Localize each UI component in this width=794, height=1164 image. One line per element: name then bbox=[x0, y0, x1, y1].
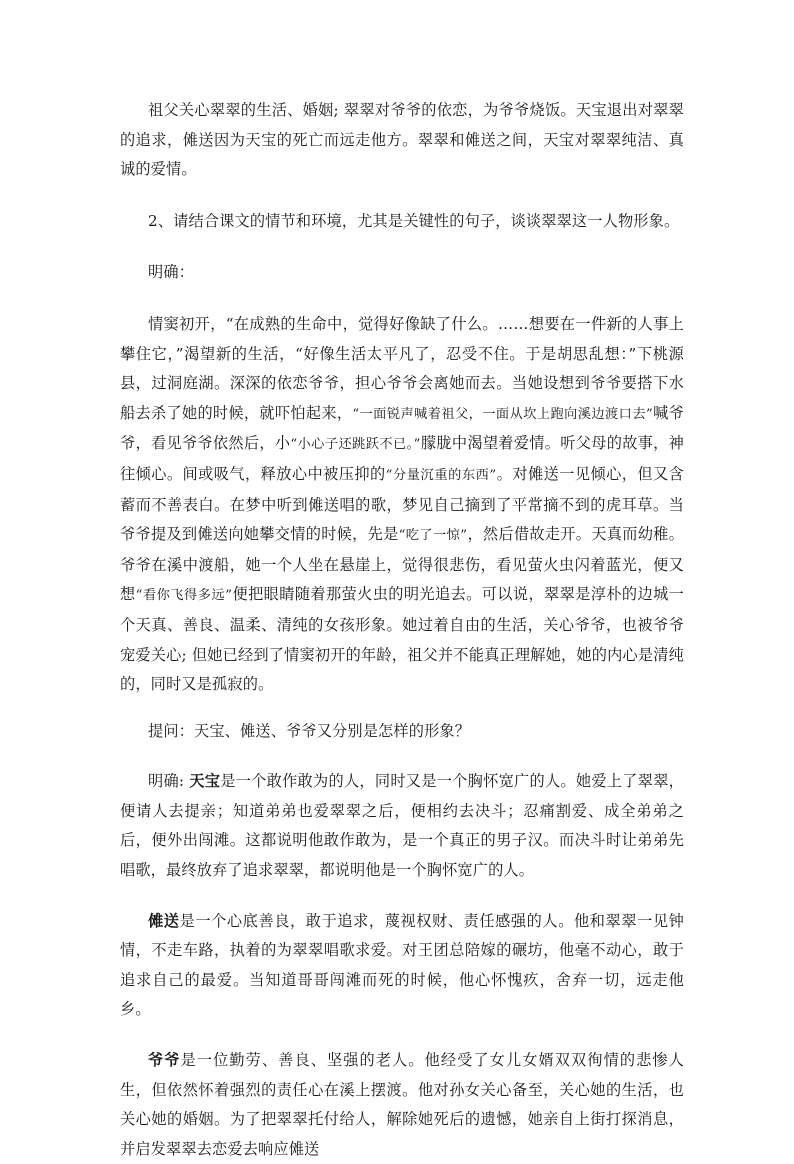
question-2: 2、请结合课文的情节和环境，尤其是关键性的句子，谈谈翠翠这一人物形象。 bbox=[148, 211, 680, 230]
text-segment: 便把眼睛随着那萤火虫的明光追去。可以说，翠翠是淳朴的边城一个天真、善良、温柔、清纯的女孩形象。她过着自由的生活，关心爷爷，也被爷爷宠爱关心; 但她已经到了情窦初开的年龄，祖父并不能真正理解她，她的内心是清纯的，同时又是孤寂的。 bbox=[120, 585, 684, 694]
text-segment: 喊爷爷，看见爷爷依然后，小 bbox=[120, 403, 684, 453]
document-page bbox=[120, 96, 684, 1164]
quotation: “看你飞得多远” bbox=[135, 588, 233, 604]
character-description: 是一个敢作敢为的人，同时又是一个胸怀宽广的人。她爱上了翠翠，便请人去提亲；知道弟弟也爱翠翠之后，便相约去决斗；忍痛割爱、成全弟弟之后，便外出闯滩。这都说明他敢作敢为，是一个真正的男子汉。而决斗时让弟弟先唱歌，最终放弃了追求翠翠，都说明他是一个胸怀宽广的人。 bbox=[120, 772, 684, 880]
paragraph-cuicui-analysis bbox=[120, 310, 684, 700]
text-segment: 。对傩送一见倾心，但又含蓄而不善表白。在梦中听到傩送唱的歌，梦见自己摘到了平常摘不到的虎耳草。当爷爷提及到傩送向她攀交情的时候，先是 bbox=[120, 464, 684, 544]
paragraph-tianbao bbox=[120, 767, 684, 885]
paragraph-grandfather bbox=[120, 1046, 684, 1164]
quotation: “吃了一惊” bbox=[398, 528, 468, 544]
quotation: “分量沉重的东西” bbox=[385, 467, 497, 483]
answer-label: 明确： bbox=[148, 263, 195, 282]
text-segment: ，然后借故走开。天真而幼稚。爷爷在溪中渡船，她一个人坐在悬崖上，觉得很悲伤，看见萤火虫闪着蓝光，便又想 bbox=[120, 525, 684, 604]
paragraph-summary: 祖父关心翠翠的生活、婚姻; 翠翠对爷爷的依恋，为爷爷烧饭。天宝退出对翠翠的追求，傩送因为天宝的死亡而远走他方。翠翠和傩送之间，天宝对翠翠纯洁、真诚的爱情。 bbox=[120, 101, 684, 179]
text-segment: 情窦初开，“在成熟的生命中，觉得好像缺了什么。……想要在一件新的人事上攀住它，”渴望新的生活，“好像生活太平凡了，忍受不住。于是胡思乱想：”下桃源县，过洞庭湖。深深的依恋爷爷，担心爷爷会离她而去。当她设想到爷爷要搭下水船去杀了她的时候，就吓怕起来， bbox=[120, 314, 684, 422]
character-name-grandfather: 爷爷 bbox=[148, 1051, 181, 1070]
text-segment: 朦胧中渴望着爱情。听父母的故事，神往倾心。间或吸气，释放心中被压抑的 bbox=[120, 434, 684, 483]
character-name-tianbao: 天宝 bbox=[189, 772, 221, 791]
answer-lead: 明确: bbox=[148, 772, 190, 791]
paragraph-nuosong bbox=[120, 907, 684, 1025]
quotation: “小心子还跳跃不已。” bbox=[290, 437, 421, 453]
quotation: “一面锐声喊着祖父，一面从坎上跑向溪边渡口去” bbox=[352, 406, 654, 422]
character-description: 是一位勤劳、善良、坚强的老人。他经受了女儿女婿双双徇情的悲惨人生，但依然怀着强烈的责任心在溪上摆渡。他对孙女关心备至，关心她的生活，也关心她的婚姻。为了把翠翠托付给人，解除她死后的遗憾，她亲自上街打探消息，并启发翠翠去恋爱去响应傩送 bbox=[120, 1051, 684, 1158]
question-other-characters: 提问：天宝、傩送、爷爷又分别是怎样的形象？ bbox=[148, 721, 471, 740]
character-name-nuosong: 傩送 bbox=[148, 911, 180, 930]
character-description: 是一个心底善良，敢于追求，蔑视权财、责任感强的人。他和翠翠一见钟情，不走车路，执着的为翠翠唱歌求爱。对王团总陪嫁的碾坊，他毫不动心，敢于追求自己的最爱。当知道哥哥闯滩而死的时候，他心怀愧疚，舍弃一切，远走他乡。 bbox=[120, 911, 684, 1019]
